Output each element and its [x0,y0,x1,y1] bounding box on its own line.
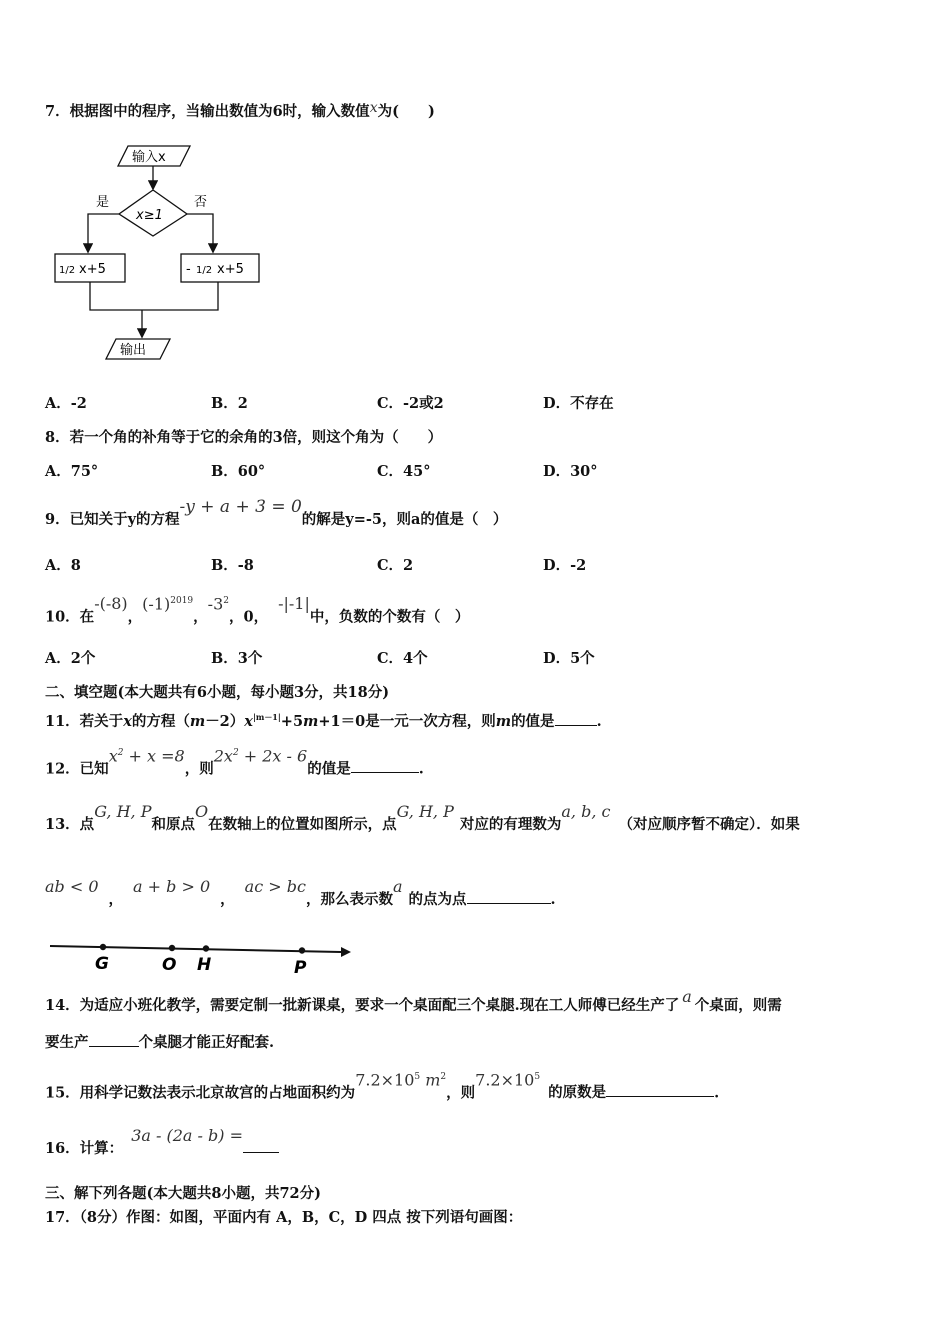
q13-math-3: G, H, P [396,802,454,821]
q13-math-4: a, b, c [561,802,611,821]
question-8: 8．若一个角的补角等于它的余角的3倍，则这个角为（ ） [45,429,443,446]
q9-text: 9．已知关于y的方程 [45,511,180,528]
section-2-heading: 二、填空题(本大题共有6小题，每小题3分，共18分) [45,684,390,701]
q7-option-c: C．-2或2 [377,395,444,412]
q7-var: x [369,100,378,116]
question-15: 15．用科学记数法表示北京故宫的占地面积约为$7.2\times 10^5$ $m^2$，则$7.2\times 10^5$的原数是 . [45,1079,719,1103]
q11-var-x: x [123,712,132,730]
q11-var-m: m [189,712,206,730]
q7-option-a: A．-2 [45,395,87,412]
label-g: G [95,954,109,974]
label-o: O [162,955,177,975]
q15-math-1: $7.2\times 10^5$ $m^2$ [355,1070,447,1090]
q9-equation: -y + a + 3 = 0 [179,497,302,517]
q13-cond-2: a + b > 0 [133,877,211,896]
q9-option-d: D．-2 [543,557,587,574]
q10-text: 10．在 [45,608,95,626]
q10-expr-4: -|-1| [278,594,310,614]
q13-math-1: G, H, P [94,802,152,821]
flow-decision-label: x≥1 [136,208,163,223]
q14-answer-blank[interactable] [89,1032,139,1047]
q8-option-a: A．75° [45,463,99,480]
flow-left-rest: x+5 [79,262,106,277]
q10-sep-3: ，0， [228,608,269,626]
question-16: 16．计算：3a - (2a - b) = [45,1138,279,1159]
q12-expr-2: $2x^2 + 2x - 6$ [213,746,308,766]
q9-option-a: A．8 [45,557,81,574]
number-line-axis [50,946,341,952]
flow-yes-path [88,214,119,251]
question-17: 17．（8分）作图：如图，平面内有 A，B，C，D 四点 按下列语句画图： [45,1209,523,1226]
question-14-line-2: 要生产 个桌腿才能正好配套. [45,1034,275,1051]
question-11: 11．若关于x的方程$(m-2)x^{|m-1|}+5m+1=0$是一元一次方程，则m的值是 . [45,712,602,730]
flow-yes-label: 是 [96,195,110,210]
q10-expr-2: $(-1)^{2019}$ [142,594,194,614]
q13-math-2: O [194,802,209,821]
q10-option-a: A．2个 [45,650,96,667]
q9-option-b: B．-8 [211,557,254,574]
flow-output-label: 输出 [120,343,147,358]
q13-cond-3: ac > bc [244,877,306,896]
q10-option-d: D．5个 [543,650,595,667]
q8-option-d: D．30° [543,463,598,480]
q10-sep-2: ， [193,608,208,626]
q13-cond-1: ab < 0 [45,877,99,896]
question-14: 14．为适应小班化教学，需要定制一批新课桌，要求一个桌面配三个桌腿.现在工人师傅已经生产了 a 个桌面，则需 [45,987,782,1014]
q9-option-c: C．2 [377,557,414,574]
q10-expr-2-exp: 2019 [170,596,194,606]
q7-option-d: D．不存在 [543,395,614,412]
flow-no-label: 否 [194,195,208,210]
point-p [299,947,305,953]
q13-math-5: a [392,877,403,896]
q8-option-b: B．60° [211,463,266,480]
q15-math-2: $7.2\times 10^5$ [475,1070,541,1090]
number-line [45,936,355,978]
number-line-arrow [341,947,351,957]
q12-answer-blank[interactable] [351,758,419,773]
question-13-line-2: ab < 0，a + b > 0，ac > bc，那么表示数a的点为点 . [45,877,556,908]
q10-option-c: C．4个 [377,650,428,667]
question-9 [45,497,508,530]
flow-no-path [187,214,213,251]
q7-tail: 为( ) [377,103,435,120]
q10-tail: 中，负数的个数有（ ） [309,608,470,626]
q9-tail: 的解是y=-5，则a的值是（ ） [301,511,508,528]
section-3-heading: 三、解下列各题(本大题共8小题，共72分) [45,1185,321,1202]
q10-expr-3: $-3^2$ [207,594,229,614]
q11-exponent: |m－1| [252,712,281,722]
flow-right-frac: 1/2 [196,265,213,276]
q11-answer-blank[interactable] [555,711,597,726]
point-g [100,944,106,950]
q8-option-c: C．45° [377,463,431,480]
label-p: P [294,958,307,978]
point-o [169,945,175,951]
question-12: 12．已知$x^2 + x =8$，则$2x^2 + 2x - 6$的值是 . [45,755,424,779]
q10-option-b: B．3个 [211,650,263,667]
q16-answer-blank[interactable] [243,1138,279,1153]
label-h: H [197,955,212,975]
question-10 [45,594,470,627]
q12-expr-1: $x^2 + x =8$ [108,746,185,766]
point-h [203,945,209,951]
flow-right-sign: - [186,262,191,277]
question-13: 13．点G, H, P和原点O在数轴上的位置如图所示，点G, H, P对应的有理数为a, b, c（对应顺序暂不确定）．如果 [45,802,800,833]
q10-sep-1: ， [127,608,143,626]
flow-input-label: 输入x [132,150,166,165]
q16-math-1: 3a - (2a - b) = [131,1126,243,1145]
q10-expr-3-exp: 2 [223,596,229,606]
q10-expr-1: -(-8) [94,594,128,614]
q15-m1-exp: 5 [414,1072,421,1082]
q14-math-1: a [682,987,692,1006]
q15-answer-blank[interactable] [606,1082,714,1097]
flow-merge-left [90,282,142,310]
question-7 [45,102,435,122]
flow-merge-right [142,282,218,310]
q13-answer-blank[interactable] [467,889,551,904]
flow-left-frac: 1/2 [59,265,76,276]
q7-option-b: B．2 [211,395,248,412]
q7-text: 7．根据图中的程序，当输出数值为6时，输入数值 [45,103,370,120]
flowchart [50,138,280,373]
flow-right-rest: x+5 [217,262,244,277]
